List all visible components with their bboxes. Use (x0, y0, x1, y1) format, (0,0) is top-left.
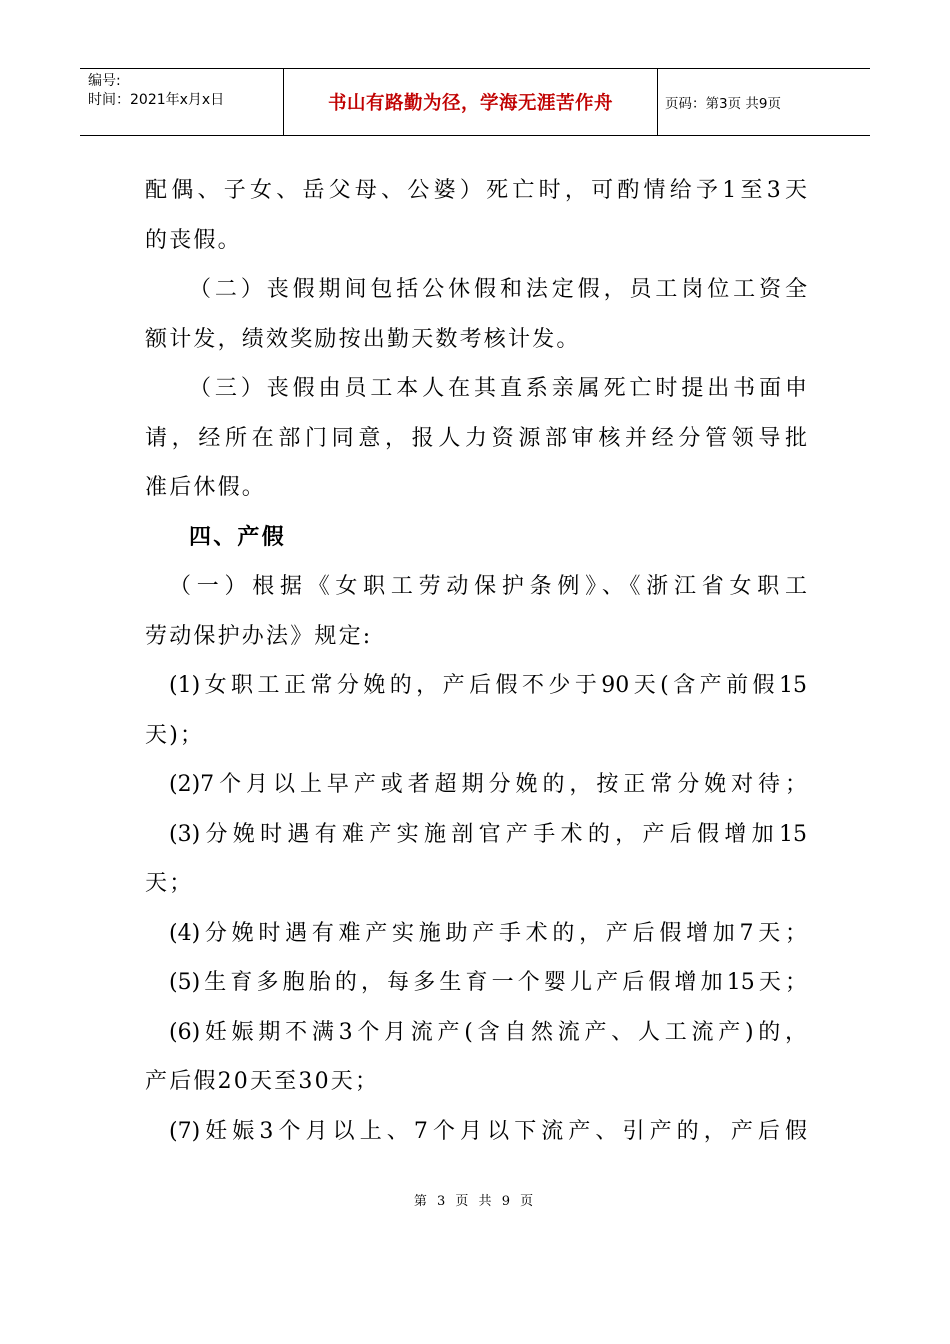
body-line: (4)分娩时遇有难产实施助产手术的，产后假增加7天； (169, 920, 807, 946)
page-footer: 第 3 页 共 9 页 (413, 1194, 537, 1209)
body-line: 天)； (145, 722, 205, 748)
header-page-cell (658, 69, 870, 135)
body-line: 天； (145, 871, 194, 896)
body-line: 的丧假。 (145, 227, 242, 253)
body-line: 劳动保护办法》规定: (145, 623, 373, 649)
body-line: （一）根据《女职工劳动保护条例》、《浙江省女职工 (169, 574, 807, 599)
section-heading: 四、产假 (189, 524, 286, 550)
body-line: 额计发，绩效奖励按出勤天数考核计发。 (145, 326, 581, 352)
body-line: (2)7个月以上早产或者超期分娩的，按正常分娩对待； (169, 772, 807, 797)
body-line: (5)生育多胞胎的，每多生育一个婴儿产后假增加15天； (169, 970, 807, 995)
body-line: 产后假20天至30天； (145, 1069, 380, 1094)
body-line: (3)分娩时遇有难产实施剖官产手术的，产后假增加15 (169, 821, 807, 847)
body-line: (7)妊娠3个月以上、7个月以下流产、引产的，产后假 (169, 1118, 807, 1144)
body-line: 准后休假。 (145, 475, 267, 500)
header-motto-cell (283, 69, 658, 135)
page-header (80, 68, 870, 136)
header-meta (80, 69, 283, 135)
body-line: (1)女职工正常分娩的，产后假不少于90天(含产前假15 (169, 673, 807, 698)
body-line: （二）丧假期间包括公休假和法定假，员工岗位工资全 (189, 277, 807, 302)
document-number-label: 编号: (88, 73, 121, 89)
body-line: 配偶、子女、岳父母、公婆）死亡时，可酌情给予1至3天 (145, 178, 807, 203)
document-body (145, 166, 807, 1156)
body-line: 请，经所在部门同意，报人力资源部审核并经分管领导批 (145, 425, 807, 451)
body-line: (6)妊娠期不满3个月流产(含自然流产、人工流产)的， (169, 1019, 807, 1045)
header-motto: 书山有路勤为径，学海无涯苦作舟 (327, 93, 613, 114)
document-date-label: 时间：2021年x月x日 (88, 92, 225, 108)
body-line: （三）丧假由员工本人在其直系亲属死亡时提出书面申 (189, 376, 807, 401)
header-page-info: 页码：第3页 共9页 (665, 96, 781, 112)
